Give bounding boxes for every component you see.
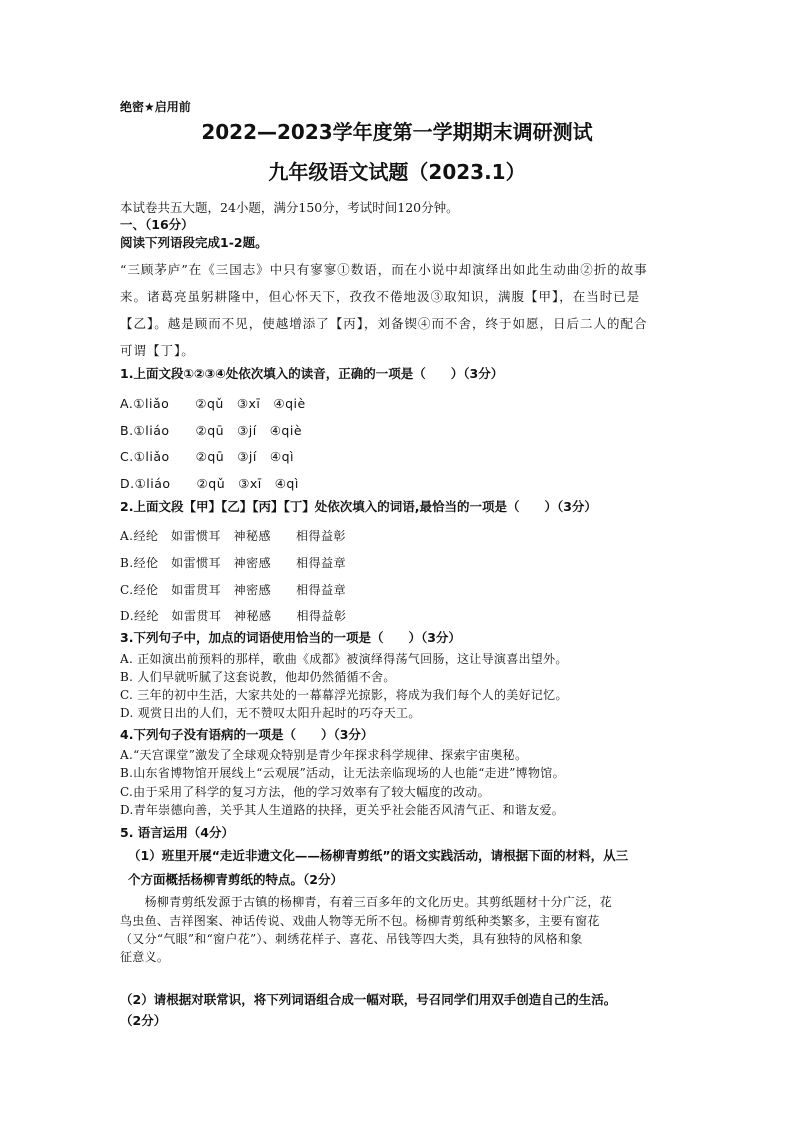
question-3-option-a: A. 正如演出前预料的那样，歌曲《成都》被演绎得荡气回肠，这让导演喜出望外。: [120, 652, 568, 666]
question-4-option-b: B.山东省博物馆开展线上“云观展”活动，让无法亲临现场的人也能“走进”博物馆。: [120, 766, 565, 780]
question-1-stem: 1.上面文段①②③④处依次填入的读音，正确的一项是（ ）（3分）: [120, 366, 504, 381]
question-4-option-c: C.由于采用了科学的复习方法，他的学习效率有了较大幅度的改动。: [120, 785, 490, 799]
question-4-option-d: D.青年崇德向善，关乎其人生道路的抉择，更关乎社会能否风清气正、和谐友爱。: [120, 803, 565, 817]
question-2-option-c: C.经伦 如雷贯耳 神密感 相得益章: [120, 583, 347, 597]
question-5-part2-stem: （2）请根据对联常识，将下列词语组合成一幅对联，号召同学们用双手创造自己的生活。: [120, 992, 617, 1007]
question-1-option-b: B.①liáo ②qū ③jí ④qiè: [120, 423, 303, 438]
section-heading: 一、（16分）: [120, 217, 194, 232]
question-3-option-d: D. 观赏日出的人们，无不赞叹太阳升起时的巧夺天工。: [120, 706, 421, 720]
question-2-option-d: D.经纶 如雷贯耳 神秘感 相得益彰: [120, 609, 347, 623]
question-2-option-a: A.经纶 如雷惯耳 神秘感 相得益彰: [120, 529, 346, 543]
passage-line: 可谓【丁】。: [120, 343, 195, 358]
question-3-option-c: C. 三年的初中生活，大家共处的一幕幕浮光掠影，将成为我们每个人的美好记忆。: [120, 688, 568, 702]
question-3-option-b: B. 人们早就听腻了这套说教，他却仍然循循不舍。: [120, 670, 396, 684]
question-2-option-b: B.经伦 如雷惯耳 神密感 相得益章: [120, 556, 347, 570]
question-5-part2-stem-cont: （2分）: [120, 1013, 167, 1028]
material-line: 鸟虫鱼、吉祥图案、神话传说、戏曲人物等无所不包。杨柳青剪纸种类繁多，主要有窗花: [120, 914, 600, 928]
question-4-option-a: A.“天宫课堂”激发了全球观众特别是青少年探求科学规律、探索宇宙奥秘。: [120, 748, 528, 762]
exam-title: 2022—2023学年度第一学期期末调研测试: [201, 120, 593, 144]
question-5-heading: 5. 语言运用（4分）: [120, 825, 234, 840]
material-line: 杨柳青剪纸发源于古镇的杨柳青，有着三百多年的文化历史。其剪纸题材十分广泛，花: [120, 895, 613, 909]
passage-line: 来。诸葛亮虽躬耕隆中，但心怀天下，孜孜不倦地汲③取知识，满腹【甲】，在当时已是: [120, 289, 641, 304]
secret-mark: 绝密★启用前: [120, 100, 191, 114]
exam-instructions: 本试卷共五大题，24小题，满分150分，考试时间120分钟。: [120, 200, 459, 215]
question-1-option-a: A.①liǎo ②qǔ ③xī ④qiè: [120, 396, 306, 411]
question-1-option-c: C.①liǎo ②qū ③jí ④qì: [120, 449, 294, 464]
passage-line: 【乙】。越是顾而不见，使越增添了【丙】，刘备锲④而不舍，终于如愿，日后二人的配合: [120, 316, 648, 331]
question-2-stem: 2.上面文段【甲】【乙】【丙】【丁】处依次填入的词语,最恰当的一项是（ ）（3分）: [120, 499, 597, 514]
question-3-stem: 3.下列句子中，加点的词语使用恰当的一项是（ ）（3分）: [120, 630, 461, 645]
question-4-stem: 4.下列句子没有语病的一项是（ ）（3分）: [120, 727, 374, 742]
material-line: 征意义。: [120, 950, 170, 964]
question-1-option-d: D.①liáo ②qǔ ③xī ④qì: [120, 476, 299, 491]
question-5-part1-stem: （1）班里开展“走近非遗文化——杨柳青剪纸”的语文实践活动，请根据下面的材料，从三: [128, 848, 629, 863]
exam-subtitle: 九年级语文试题（2023.1）: [268, 160, 526, 184]
passage-line: “三顾茅庐”在《三国志》中只有寥寥①数语，而在小说中却演绎出如此生动曲②折的故事: [120, 262, 648, 277]
question-5-part1-stem-cont: 个方面概括杨柳青剪纸的特点。（2分）: [128, 872, 343, 887]
material-line: （又分“气眼”和“窗户花”）、刺绣花样子、喜花、吊钱等四大类，具有独特的风格和象: [120, 932, 583, 946]
section-intro: 阅读下列语段完成1-2题。: [120, 235, 268, 250]
